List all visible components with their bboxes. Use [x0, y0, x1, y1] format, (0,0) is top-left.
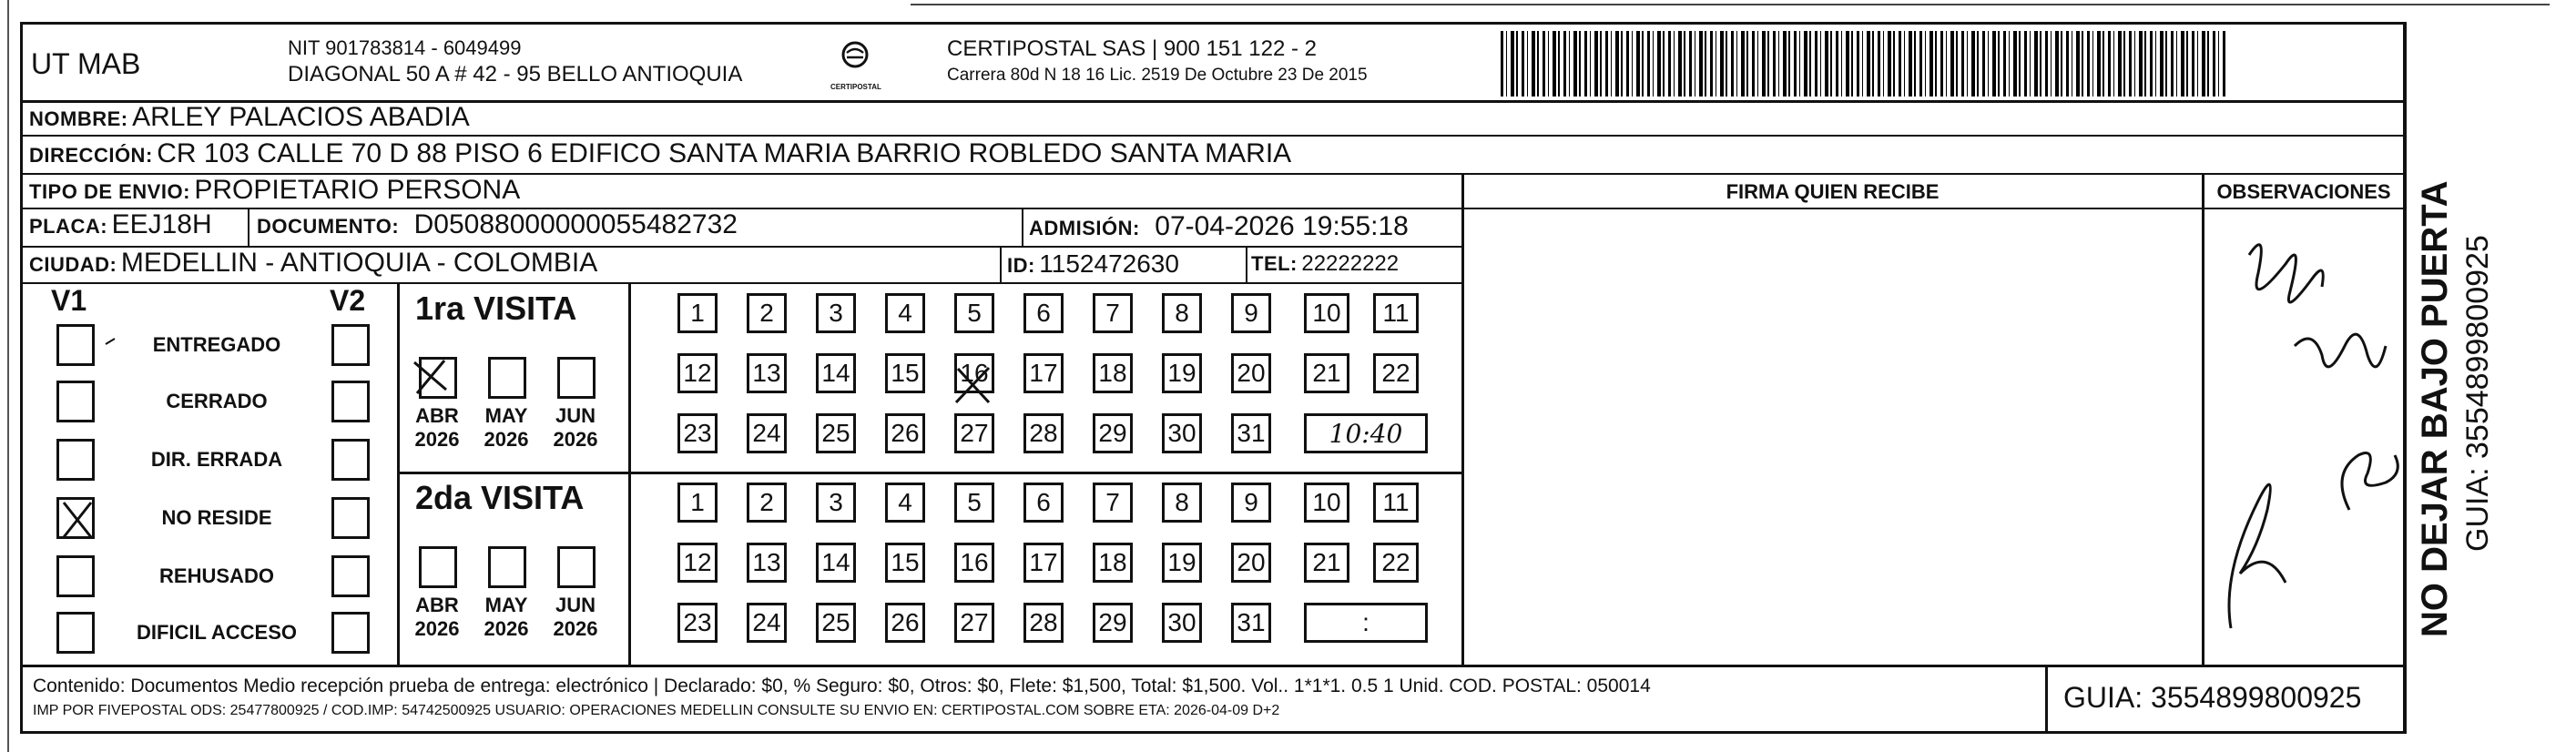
nombre-label: NOMBRE:: [29, 107, 128, 130]
day-box[interactable]: 19: [1162, 353, 1202, 393]
day-box[interactable]: 13: [747, 543, 787, 583]
day-box[interactable]: 28: [1023, 603, 1064, 643]
id-label: ID:: [1007, 254, 1035, 277]
ciudad-value: MEDELLIN - ANTIOQUIA - COLOMBIA: [120, 248, 598, 278]
day-box[interactable]: 10: [1304, 483, 1349, 523]
reason-label: CERRADO: [166, 390, 268, 412]
day-box[interactable]: 31: [1231, 603, 1271, 643]
day-box[interactable]: 3: [816, 483, 856, 523]
second-visit-time[interactable]: :: [1304, 603, 1428, 643]
day-box[interactable]: 23: [677, 603, 718, 643]
checkmark-abr: [414, 361, 446, 393]
month-year: 2026: [414, 428, 460, 451]
month-year: 2026: [484, 617, 529, 640]
side-guia: GUIA: 3554899800925: [2460, 235, 2495, 552]
signature-scribble-4: [2342, 453, 2398, 511]
month-name: JUN: [555, 594, 596, 616]
nombre-value: ARLEY PALACIOS ABADIA: [132, 102, 470, 132]
day-box[interactable]: 20: [1231, 543, 1271, 583]
reason-label: NO RESIDE: [161, 506, 272, 529]
checkmark-no-reside: [64, 503, 91, 537]
direccion-value: CR 103 CALLE 70 D 88 PISO 6 EDIFICO SANTA MARIA BARRIO ROBLEDO SANTA MARIA: [157, 138, 1292, 168]
reason-label: REHUSADO: [159, 564, 274, 587]
day-box[interactable]: 7: [1093, 293, 1133, 333]
day-box[interactable]: 18: [1093, 543, 1133, 583]
second-visit-title: 2da VISITA: [415, 479, 585, 516]
day-box[interactable]: 17: [1023, 353, 1064, 393]
day-box[interactable]: 2: [747, 293, 787, 333]
day-box[interactable]: 29: [1093, 603, 1133, 643]
admision-value: 07-04-2026 19:55:18: [1155, 211, 1409, 241]
day-box[interactable]: 15: [885, 543, 925, 583]
ciudad-label: CIUDAD:: [29, 253, 117, 276]
tel-value: 22222222: [1301, 251, 1400, 276]
first-visit-time[interactable]: 10:40: [1304, 413, 1428, 453]
month-year: 2026: [414, 617, 460, 640]
id-value: 1152472630: [1039, 249, 1179, 278]
day-box[interactable]: 6: [1023, 293, 1064, 333]
day-box[interactable]: 21: [1304, 353, 1349, 393]
month-year: 2026: [553, 617, 598, 640]
day-box[interactable]: 20: [1231, 353, 1271, 393]
day-box[interactable]: 12: [677, 353, 718, 393]
first-visit-title: 1ra VISITA: [415, 290, 577, 327]
day-box[interactable]: 19: [1162, 543, 1202, 583]
day-box[interactable]: 21: [1304, 543, 1349, 583]
day-box[interactable]: 27: [954, 603, 994, 643]
tipo-value: PROPIETARIO PERSONA: [194, 175, 521, 205]
day-box[interactable]: 11: [1373, 483, 1419, 523]
side-warning: NO DEJAR BAJO PUERTA: [2415, 180, 2455, 637]
day-box[interactable]: 27: [954, 413, 994, 453]
day-box[interactable]: 9: [1231, 293, 1271, 333]
footer-line-2: IMP POR FIVEPOSTAL ODS: 25477800925 / COD.IMP: 54742500925 USUARIO: OPERACIONES MEDELLIN CONSULTE SU ENVIO EN: CERTIPOSTAL.COM SOBRE ETA: 2026-04-09 D+2: [33, 703, 1280, 718]
day-box[interactable]: 8: [1162, 293, 1202, 333]
day-box[interactable]: 25: [816, 413, 856, 453]
day-box[interactable]: 11: [1373, 293, 1419, 333]
day-box[interactable]: 2: [747, 483, 787, 523]
footer-guia-divider: [2045, 665, 2048, 734]
documento-label: DOCUMENTO:: [257, 215, 400, 238]
month-name: JUN: [555, 404, 596, 427]
signature-scribble-1: [2249, 245, 2323, 302]
checkmark-day-16: [956, 368, 989, 402]
tel-label: TEL:: [1251, 252, 1298, 275]
observaciones-header: OBSERVACIONES: [2216, 180, 2391, 203]
placa-value: EEJ18H: [111, 209, 212, 239]
day-box[interactable]: 8: [1162, 483, 1202, 523]
reason-label: DIR. ERRADA: [150, 448, 283, 471]
day-box[interactable]: 22: [1373, 353, 1419, 393]
day-box[interactable]: 24: [747, 413, 787, 453]
day-box[interactable]: 13: [747, 353, 787, 393]
reason-label: DIFICIL ACCESO: [136, 621, 297, 644]
admision-label: ADMISIÓN:: [1029, 217, 1140, 239]
day-box[interactable]: 30: [1162, 603, 1202, 643]
day-box[interactable]: 15: [885, 353, 925, 393]
day-box[interactable]: 4: [885, 483, 925, 523]
direccion-label: DIRECCIÓN:: [29, 144, 153, 167]
day-box[interactable]: 16: [954, 543, 994, 583]
day-box[interactable]: 5: [954, 293, 994, 333]
footer-line-1: Contenido: Documentos Medio recepción prueba de entrega: electrónico | Declarado: $0, % Seguro: $0, Otros: $0, Flete: $1,500, Total: $1,500. Vol.. 1*1*1. 0.5 1 Unid. COD. POSTAL: 050014: [33, 676, 1651, 696]
day-box[interactable]: 12: [677, 543, 718, 583]
day-box[interactable]: 5: [954, 483, 994, 523]
day-box[interactable]: 6: [1023, 483, 1064, 523]
carrier-name: CERTIPOSTAL SAS | 900 151 122 - 2: [947, 36, 1317, 61]
documento-value: D05088000000055482732: [413, 209, 738, 239]
day-box[interactable]: 28: [1023, 413, 1064, 453]
day-box[interactable]: 7: [1093, 483, 1133, 523]
month-name: ABR: [415, 404, 459, 427]
day-box[interactable]: 4: [885, 293, 925, 333]
month-name: ABR: [415, 594, 459, 616]
day-box[interactable]: 23: [677, 413, 718, 453]
day-box[interactable]: 10: [1304, 293, 1349, 333]
month-name: MAY: [484, 404, 528, 427]
carrier-detail: Carrera 80d N 18 16 Lic. 2519 De Octubre 23 De 2015: [947, 66, 1368, 85]
company-nit: NIT 901783814 - 6049499: [288, 36, 522, 59]
placa-label: PLACA:: [29, 215, 108, 238]
day-box[interactable]: 1: [677, 293, 718, 333]
reason-label: ENTREGADO: [152, 333, 281, 356]
tick-entregado: [106, 339, 115, 344]
month-name: MAY: [484, 594, 528, 616]
day-box[interactable]: 17: [1023, 543, 1064, 583]
day-box[interactable]: 30: [1162, 413, 1202, 453]
day-box[interactable]: 26: [885, 413, 925, 453]
day-box[interactable]: 22: [1373, 543, 1419, 583]
day-box[interactable]: 14: [816, 353, 856, 393]
footer-guia: GUIA: 3554899800925: [2063, 681, 2362, 714]
day-box[interactable]: 1: [677, 483, 718, 523]
day-box[interactable]: 3: [816, 293, 856, 333]
day-box[interactable]: 26: [885, 603, 925, 643]
company-name: UT MAB: [31, 47, 141, 80]
day-box[interactable]: 18: [1093, 353, 1133, 393]
month-year: 2026: [484, 428, 529, 451]
day-box[interactable]: 9: [1231, 483, 1271, 523]
signature-scribble-2: [2295, 334, 2386, 367]
firma-header: FIRMA QUIEN RECIBE: [1726, 180, 1940, 203]
day-box[interactable]: 16: [954, 353, 994, 393]
day-box[interactable]: 29: [1093, 413, 1133, 453]
v1-label: V1: [51, 284, 87, 317]
day-box[interactable]: 25: [816, 603, 856, 643]
footer-divider: [22, 665, 2406, 667]
day-box[interactable]: 14: [816, 543, 856, 583]
month-year: 2026: [553, 428, 598, 451]
v2-label: V2: [330, 284, 366, 317]
tipo-label: TIPO DE ENVIO:: [29, 180, 190, 203]
company-address: DIAGONAL 50 A # 42 - 95 BELLO ANTIOQUIA: [288, 62, 743, 86]
day-box[interactable]: 31: [1231, 413, 1271, 453]
day-box[interactable]: 24: [747, 603, 787, 643]
logo-text: CERTIPOSTAL: [830, 83, 881, 91]
